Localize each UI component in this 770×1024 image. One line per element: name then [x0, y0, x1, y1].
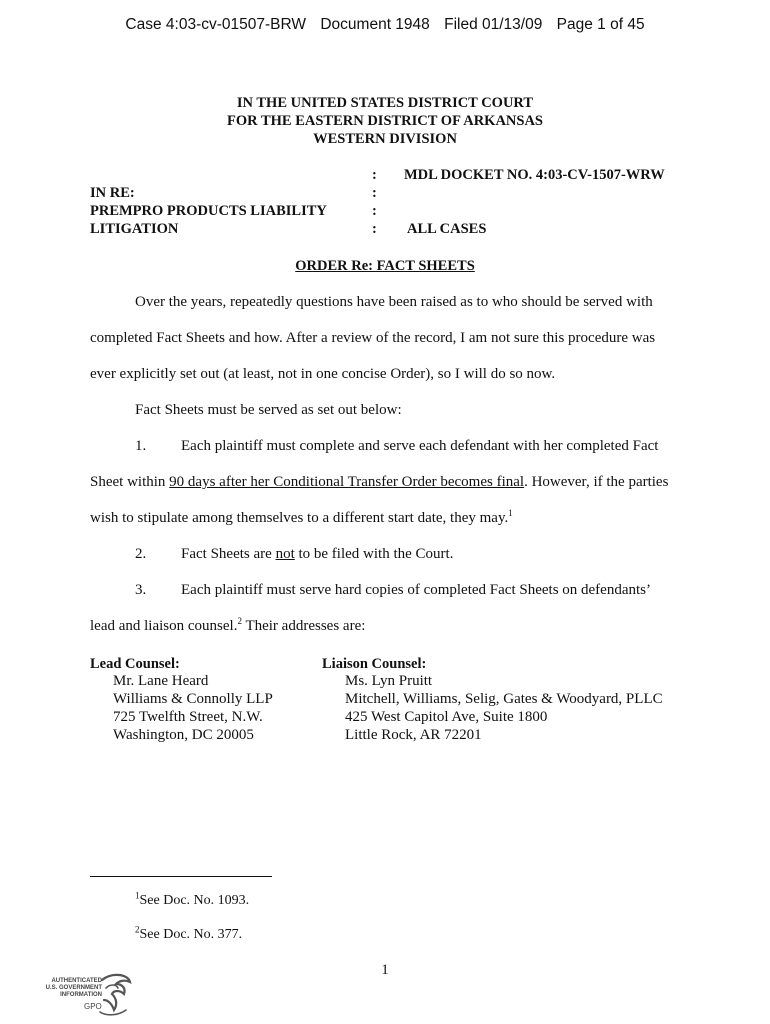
- item-2-text: Fact Sheets are: [181, 546, 276, 562]
- footnote-ref-2[interactable]: 2: [237, 616, 242, 626]
- caption-colon: :: [372, 185, 377, 201]
- caption-colon: :: [372, 221, 377, 237]
- footnote-1: [135, 890, 250, 909]
- liaison-counsel-firm: Mitchell, Williams, Selig, Gates & Woodyard, PLLC: [345, 691, 663, 707]
- seal-line-2: U.S. GOVERNMENT: [45, 985, 102, 991]
- paragraph-1-line-2: completed Fact Sheets and how. After a review of the record, I am not sure this procedure was: [90, 330, 656, 346]
- order-title: ORDER Re: FACT SHEETS: [295, 258, 475, 274]
- item-2-emphasis: not: [275, 546, 295, 562]
- lead-counsel-firm: Williams & Connolly LLP: [113, 691, 273, 707]
- item-3-line-1: Each plaintiff must serve hard copies of completed Fact Sheets on defendants’: [181, 582, 651, 598]
- item-2-line: [181, 546, 453, 563]
- seal-line-1: AUTHENTICATED: [51, 978, 102, 984]
- eagle-seal-icon: [96, 972, 136, 1018]
- page-number: 1: [381, 962, 389, 978]
- court-line-1: IN THE UNITED STATES DISTRICT COURT: [236, 95, 534, 111]
- item-1-line-2: [90, 474, 668, 491]
- item-3-line-2: [90, 618, 365, 635]
- paragraph-2: Fact Sheets must be served as set out below:: [135, 402, 402, 418]
- liaison-counsel-city: Little Rock, AR 72201: [345, 727, 482, 743]
- footnote-ref-1[interactable]: 1: [508, 508, 513, 518]
- footnote-divider: [90, 876, 272, 877]
- lead-counsel-city: Washington, DC 20005: [113, 727, 254, 743]
- item-3-number: 3.: [135, 582, 147, 598]
- case-number: Case 4:03-cv-01507-BRW: [125, 16, 307, 33]
- caption-colon: :: [372, 203, 377, 219]
- item-1-deadline: 90 days after her Conditional Transfer Order becomes final: [169, 474, 525, 490]
- item-3-text: Their addresses are:: [241, 618, 366, 634]
- item-1-line-3: [90, 510, 513, 527]
- footnote-2-number: 2: [135, 924, 140, 935]
- item-1-line-1: Each plaintiff must complete and serve each defendant with her completed Fact: [181, 438, 659, 454]
- item-1-text: . However, if the parties: [524, 474, 669, 490]
- footnote-2-text: See Doc. No. 377.: [139, 927, 243, 942]
- item-1-text: Sheet within: [90, 474, 170, 490]
- page-count: Page 1 of 45: [556, 16, 645, 33]
- court-line-3: WESTERN DIVISION: [313, 131, 457, 147]
- caption-colon: :: [372, 167, 377, 183]
- gpo-authentication-seal: [44, 972, 134, 1018]
- lead-counsel-heading: Lead Counsel:: [90, 656, 180, 672]
- item-3-text: lead and liaison counsel.: [90, 618, 238, 634]
- party-name-line-1: PREMPRO PRODUCTS LIABILITY: [90, 203, 327, 219]
- docket-number: MDL DOCKET NO. 4:03-CV-1507-WRW: [404, 167, 665, 183]
- in-re-label: IN RE:: [90, 185, 135, 201]
- party-name-line-2: LITIGATION: [90, 221, 179, 237]
- paragraph-1-line-1: Over the years, repeatedly questions have been raised as to who should be served with: [135, 294, 653, 310]
- header-stamp: [0, 16, 770, 34]
- seal-gpo-label: GPO: [84, 1002, 102, 1011]
- item-2-number: 2.: [135, 546, 147, 562]
- footnote-2: [135, 924, 243, 943]
- item-2-text: to be filed with the Court.: [294, 546, 454, 562]
- court-line-2: FOR THE EASTERN DISTRICT OF ARKANSAS: [227, 113, 543, 129]
- seal-line-3: INFORMATION: [60, 992, 102, 998]
- all-cases-label: ALL CASES: [407, 221, 487, 237]
- filed-date: Filed 01/13/09: [444, 16, 543, 33]
- paragraph-1-line-3: ever explicitly set out (at least, not in one concise Order), so I will do so now.: [90, 366, 556, 382]
- liaison-counsel-name: Ms. Lyn Pruitt: [345, 673, 433, 689]
- lead-counsel-name: Mr. Lane Heard: [113, 673, 209, 689]
- liaison-counsel-heading: Liaison Counsel:: [322, 656, 427, 672]
- document-number: Document 1948: [320, 16, 430, 33]
- item-1-text: wish to stipulate among themselves to a different start date, they may.: [90, 510, 509, 526]
- item-1-number: 1.: [135, 438, 147, 454]
- lead-counsel-street: 725 Twelfth Street, N.W.: [113, 709, 263, 725]
- footnote-1-text: See Doc. No. 1093.: [139, 893, 250, 908]
- seal-text: [44, 978, 102, 999]
- footnote-1-number: 1: [135, 890, 140, 901]
- liaison-counsel-street: 425 West Capitol Ave, Suite 1800: [345, 709, 548, 725]
